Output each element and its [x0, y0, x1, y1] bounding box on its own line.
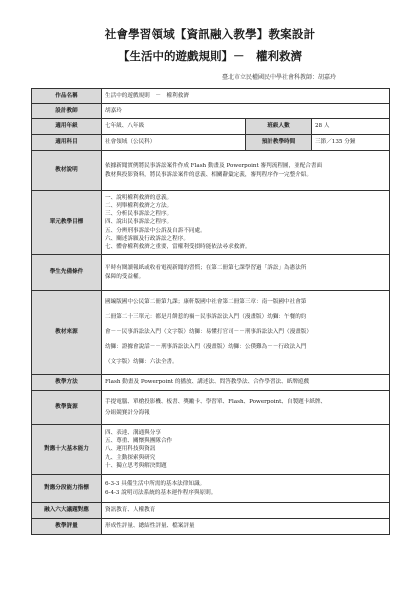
- row-subject: [32, 135, 390, 151]
- row-unit-name: [32, 89, 390, 104]
- value-prior-knowledge: 平時有閱讀報紙或收看電視新聞的習慣；在第二冊第七課學習過「訴訟」為憲法所 保障的受益權。: [102, 255, 390, 291]
- label-sources: 教材來源: [32, 291, 102, 375]
- row-resources: [32, 391, 390, 425]
- value-indicators: 6-3-3 具備生活中所需的基本法律知識。 6-4-3 說明司法系統的基本運作程序與原則。: [102, 475, 390, 503]
- label-class-size: 班級人數: [246, 119, 312, 135]
- label-description: 教材說明: [32, 151, 102, 191]
- value-hours: 三節／135 分鐘: [312, 135, 390, 151]
- value-abilities: 四、表達、溝通與分享 五、尊重、關懷與團隊合作 八、運用科技與資訊 九、主動探索與研究 十、獨立思考與解決問題: [102, 425, 390, 475]
- label-objectives: 單元教學目標: [32, 191, 102, 255]
- label-subject: 適用科目: [32, 135, 102, 151]
- value-unit-name: 生活中的遊戲規則 － 權利救濟: [102, 89, 390, 104]
- label-methods: 教學方法: [32, 375, 102, 391]
- row-indicators: [32, 475, 390, 503]
- row-topics: [32, 503, 390, 519]
- row-prior-knowledge: [32, 255, 390, 291]
- label-topics: 融入六大議題對應: [32, 503, 102, 519]
- value-objectives: 一、說明權利救濟的意義。 二、列舉權利救濟之方法。 三、分析民事訴訟之程序。 四、說出民事訴訟之程序。 五、分辨刑事訴訟中公訴及自訴不同處。 六、闡述訴願及行政訴訟之程序。 七、體會權利救濟之重要，當權利受損時能依法尋求救濟。: [102, 191, 390, 255]
- row-abilities: [32, 425, 390, 475]
- label-teacher: 設計教師: [32, 104, 102, 119]
- label-hours: 預計教學時間: [246, 135, 312, 151]
- value-teacher: 胡嘉玲: [102, 104, 390, 119]
- label-abilities: 對應十大基本能力: [32, 425, 102, 475]
- author-byline: 臺北市立民權國民中學社會科教師：胡嘉玲: [221, 74, 336, 81]
- label-grade: 適用年級: [32, 119, 102, 135]
- value-assessment: 形成性評量、總結性評量、檔案評量: [102, 519, 390, 535]
- value-resources: 手提電腦、單槍投影機、板書、獎勵卡、學習單、Flash、Powerpoint、自製題卡紙牌、 分組競賽計分海報: [102, 391, 390, 425]
- row-sources: [32, 291, 390, 375]
- label-assessment: 教學評量: [32, 519, 102, 535]
- row-methods: [32, 375, 390, 391]
- label-unit-name: 作品名稱: [32, 89, 102, 104]
- document-title: 社會學習領域【資訊融入教學】教案設計: [104, 27, 316, 41]
- row-description: [32, 151, 390, 191]
- value-description: 依據新聞實例將民事訴訟案件作成 Flash 動畫及 Powerpoint 審判流程圖，並配合書面 教材與投影資料，將民事訴訟案件的意義、相關辭彙定義，審判程序作一完整介紹。: [102, 151, 390, 191]
- label-prior-knowledge: 學生先備條件: [32, 255, 102, 291]
- value-methods: Flash 動畫及 Powerpoint 的播放、講述法、問答教學法、合作學習法、紙牌遊戲: [102, 375, 390, 391]
- value-grade: 七年級、八年級: [102, 119, 246, 135]
- lesson-plan-table: [31, 88, 390, 535]
- row-objectives: [32, 191, 390, 255]
- value-topics: 資訊教育、人權教育: [102, 503, 390, 519]
- label-indicators: 對應分段能力指標: [32, 475, 102, 503]
- label-resources: 教學資源: [32, 391, 102, 425]
- document-subtitle: 【生活中的遊戲規則】－ 權利救濟: [118, 49, 302, 63]
- row-grade: [32, 119, 390, 135]
- value-subject: 社會領域（公民科）: [102, 135, 246, 151]
- row-teacher: [32, 104, 390, 119]
- value-sources: 國編版國中公民第二冊第九課；康軒版國中社會第二冊第三章：南一版國中社會第 二冊第二十三單元：都是月餅惹的禍－民事訴訟法入門（漫畫版）幼獅：午餐的約 會－－民事訴訟法入門（文字版）幼獅：易懂打官司－－刑事訴訟法入門（漫畫版） 幼獅：證據會說話－－刑事訴訟法入門（漫畫版）幼獅：公僕難為－－行政法入門 （文字版）幼獅：六法全書。: [102, 291, 390, 375]
- value-class-size: 28 人: [312, 119, 390, 135]
- row-assessment: [32, 519, 390, 535]
